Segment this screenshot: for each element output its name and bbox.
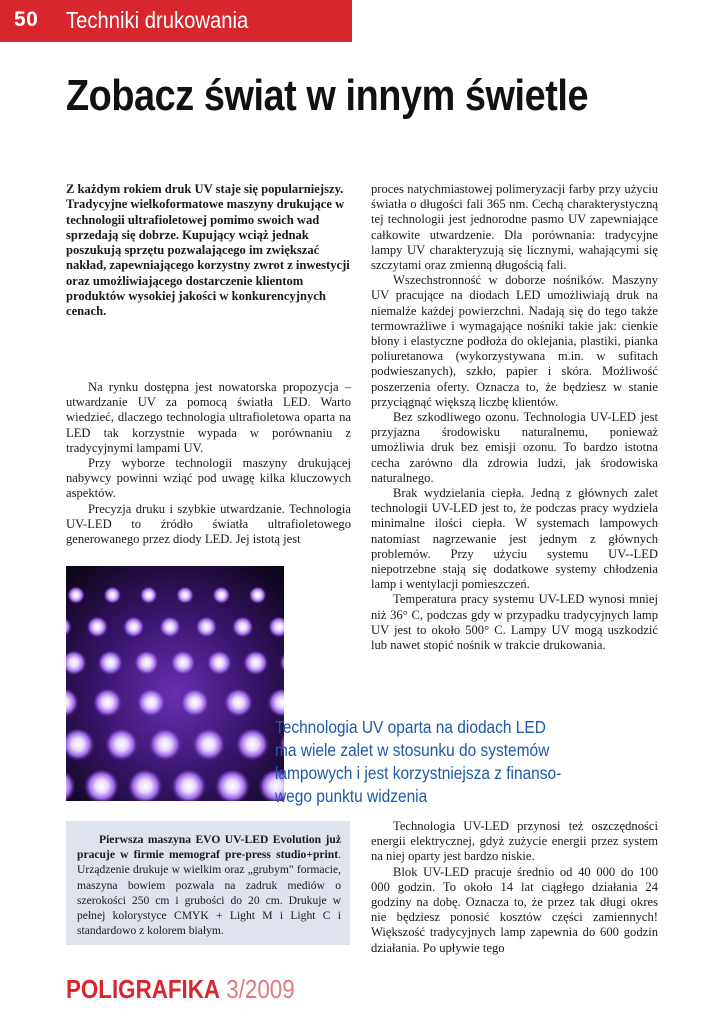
right-column (371, 182, 658, 653)
led-light (93, 689, 123, 719)
led-light (243, 651, 269, 677)
led-light (159, 617, 181, 639)
paragraph: Temperatura pracy systemu UV-LED wynosi mniej niż 36° C, podczas gdy w przypadku tradycyjnych lamp UV jest to około 500° C. Lampy UV mogą uszkodzić lub nawet stopić nośnik w trakcie drukowania. (371, 592, 658, 653)
paragraph: Bez szkodliwego ozonu. Technologia UV-LED jest przyjazna środowisku naturalnemu, ponieważ umożliwia druk bez emisji ozonu. To bardzo istotna cecha zarówno dla zdrowia ludzi, jak środowiska naturalnego. (371, 410, 658, 485)
pull-quote-line: ma wiele zalet w stosunku do systemów (275, 740, 550, 760)
paragraph: Na rynku dostępna jest nowatorska propozycja – utwardzanie UV za pomocą światła LED. Warto wiedzieć, dlaczego technologia ultrafioletowa oparta na LED tak korzystnie wypada w porównaniu z tradycyjnymi lampami UV. (66, 380, 351, 455)
bottom-right-column (371, 819, 658, 956)
page-number: 50 (14, 8, 39, 31)
paragraph: Wszechstronność w doborze nośników. Maszyny UV pracujące na diodach LED umożliwiają druk na niemalże każdej powierzchni. Nadają się do tego także termowrażliwe i wymagające nośniki takie jak: cienkie błony i elastyczne podłoża do oklejania, plastiki, pianka poliuretanowa (wykorzystywana m.in. w sufitach podwieszanych), szkło, papier i skóra. Możliwość poszerzenia oferty. Oznacza to, że będziesz w stanie przyciągnąć większą liczbę klientów. (371, 273, 658, 409)
led-light (103, 587, 121, 605)
paragraph: Brak wydzielania ciepła. Jedną z głównych zalet technologii UV-LED jest to, że podczas pracy wydziela minimalne ilości ciepła. W systemach lampowych natomiast nagrzewanie jest jednym z głównych problemów. Przy użyciu systemu UV--LED niepotrzebne stają się dodatkowe systemy chłodzenia lamp i wentylacji pomieszczeń. (371, 486, 658, 592)
left-column (66, 380, 351, 547)
caption-bold: Pierwsza maszyna EVO UV-LED Evolution już pracuje w firmie memograf pre-press studio+print (77, 833, 341, 862)
led-light (67, 587, 85, 605)
led-light (170, 651, 196, 677)
section-title: Techniki drukowania (66, 7, 249, 33)
led-light (235, 729, 269, 763)
footer-masthead (66, 974, 295, 1005)
led-light (195, 617, 217, 639)
footer-brand: POLIGRAFIKA (66, 974, 221, 1004)
led-light (232, 617, 254, 639)
photo-caption (77, 832, 341, 938)
pull-quote (275, 716, 635, 808)
led-light (123, 617, 145, 639)
caption-text: . Urządzenie drukuje w wielkim oraz „grubym" formacie, maszyna bowiem pozwala na zadruk mediów o szerokości 250 cm i grubości do 20 cm. Drukuje w pełnej kolorystyce CMYK + Light M i Light C i standardowo z kolorem białym. (77, 848, 341, 938)
led-light (212, 587, 230, 605)
paragraph: Blok UV-LED pracuje średnio od 40 000 do 100 000 godzin. To około 14 lat ciągłego działania 24 godziny na dobę. Oznacza to, że przez tak długi okres nie będziesz ponosić kosztów części zamiennych! Większość tradycyjnych lamp zapewnia do 600 godzin działania. Po upływie tego (371, 864, 658, 955)
led-light (134, 651, 160, 677)
led-light (192, 729, 226, 763)
header-bar (0, 0, 352, 42)
pull-quote-line: wego punktu widzenia (275, 786, 428, 806)
led-light (140, 587, 158, 605)
footer-issue: 3/2009 (226, 974, 295, 1004)
led-light (206, 651, 232, 677)
pull-quote-line: Technologia UV oparta na diodach LED (275, 717, 546, 737)
pull-quote-line: lampowych i jest korzystniejsza z finanso- (275, 763, 562, 783)
article-title: Zobacz świat w innym świetle (66, 71, 589, 120)
led-photo (66, 566, 284, 801)
led-light (249, 587, 267, 605)
led-light (148, 729, 182, 763)
paragraph: Precyzja druku i szybkie utwardzanie. Technologia UV-LED to źródło światła ultrafioletowego generowanego przez diody LED. Jej istotą jest (66, 501, 351, 547)
led-light (86, 617, 108, 639)
led-light (97, 651, 123, 677)
article-lead: Z każdym rokiem druk UV staje się popularniejszy. Tradycyjne wielkoformatowe maszyny drukujące w technologii ultrafioletowej pomimo swoich wad sprzedają się dobrze. Kupujący wciąż jednak poszukują sprzętu pozwalającego im zwiększać nakład, zapewniającego korzystny zwrot z inwestycji oraz umożliwiającego dostarczenie klientom produktów wysokiej jakości w konkurencyjnych cenach. (66, 182, 350, 319)
paragraph: Technologia UV-LED przynosi też oszczędności energii elektrycznej, gdyż zużycie energii przez system na niej oparty jest bardzo niskie. (371, 819, 658, 864)
paragraph: proces natychmiastowej polimeryzacji farby przy użyciu światła o długości fali 365 nm. Cechą charakterystyczną tej technologii jest jednorodne pasmo UV zapewniające całkowite utwardzenie. Dla porównania: tradycyjne lampy UV charakteryzują się licznymi, wahającymi się szczytami oraz zmienną długością fali. (371, 182, 658, 273)
led-light (105, 729, 139, 763)
led-light (136, 689, 166, 719)
led-light (223, 689, 253, 719)
led-array-image (66, 566, 284, 801)
led-light (176, 587, 194, 605)
paragraph: Przy wyborze technologii maszyny drukującej nabywcy powinni wziąć pod uwagę kilka kluczowych aspektów. (66, 456, 351, 501)
led-light (180, 689, 210, 719)
